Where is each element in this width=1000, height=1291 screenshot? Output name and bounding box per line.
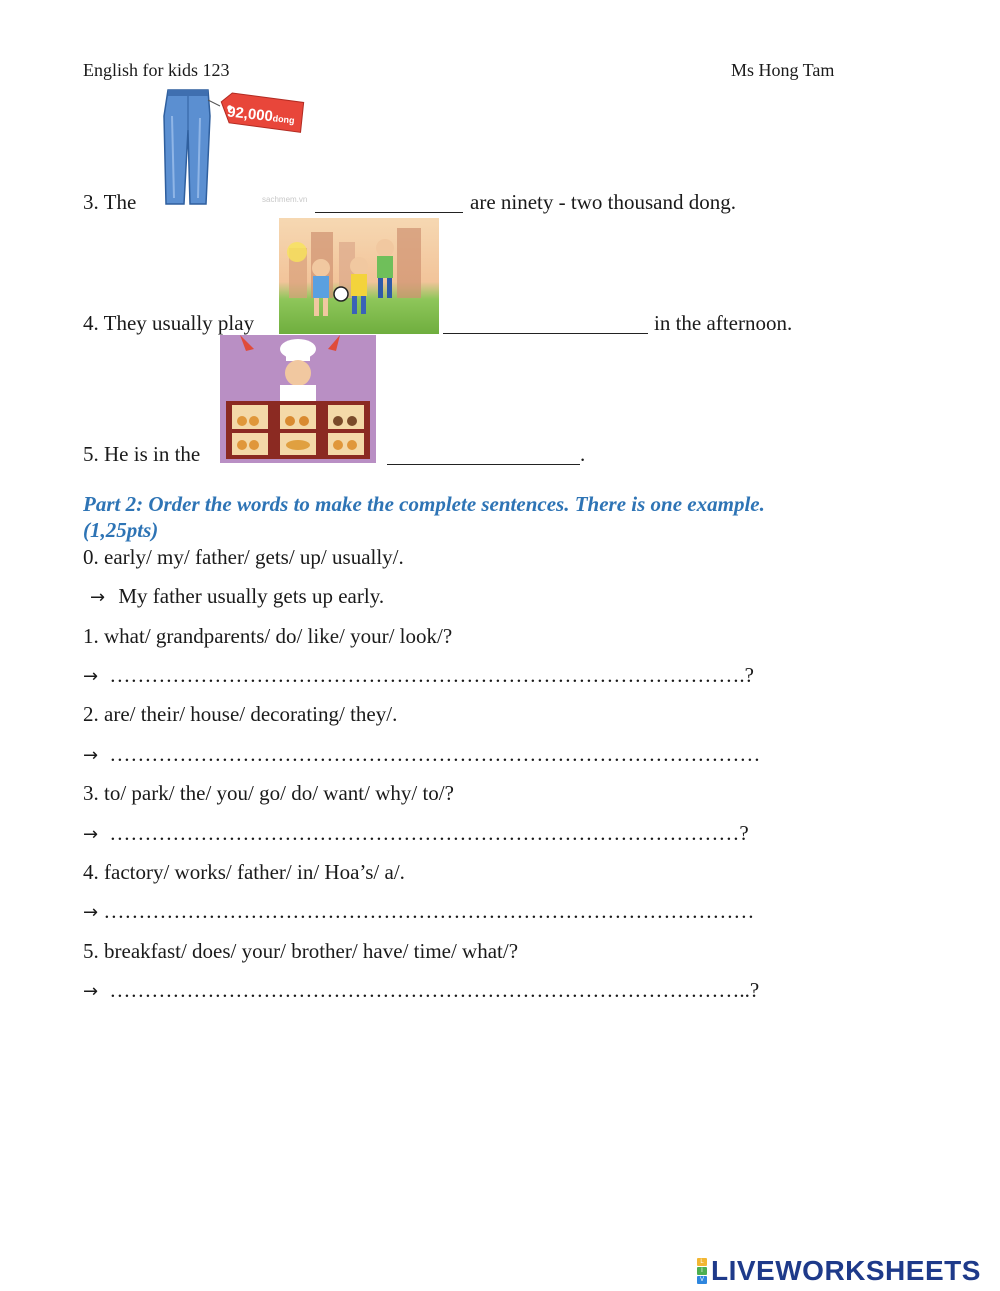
arrow-icon: → [83, 745, 99, 766]
question-4: 4. factory/ works/ father/ in/ Hoa’s/ a/. [83, 860, 405, 884]
q4-answer-blank[interactable] [443, 315, 648, 334]
logo-text: LIVEWORKSHEETS [711, 1255, 981, 1286]
header-right: Ms Hong Tam [731, 60, 835, 80]
q4-before: 4. They usually play [83, 311, 255, 335]
q3-before: 3. The [83, 190, 137, 214]
example-answer: My father usually gets up early. [118, 584, 385, 608]
header-left: English for kids 123 [83, 60, 230, 80]
question-2: 2. are/ their/ house/ decorating/ they/. [83, 702, 398, 726]
football-image [279, 218, 439, 334]
price-tag-amount: 92,000 [226, 103, 274, 126]
answer-4-field[interactable]: ………………………………………………………………………………… [103, 899, 755, 923]
q5-before: 5. He is in the [83, 442, 201, 466]
price-tag-unit: dong [272, 113, 296, 126]
answer-1-field[interactable]: ……………………………………………………………………………….? [109, 663, 754, 687]
question-5: 5. breakfast/ does/ your/ brother/ have/ time/ what/? [83, 939, 519, 963]
image-watermark: sachmem.vn [262, 195, 308, 204]
arrow-icon: → [83, 902, 99, 923]
q3-after: are ninety - two thousand dong. [470, 190, 736, 214]
bakery-image [220, 335, 376, 463]
question-1: 1. what/ grandparents/ do/ like/ your/ look/? [83, 624, 453, 648]
arrow-icon: → [83, 824, 99, 845]
liveworksheets-logo [697, 1254, 981, 1288]
arrow-icon: → [83, 981, 99, 1002]
answer-5-field[interactable]: ………………………………………………………………………………..? [109, 978, 760, 1002]
answer-2-field[interactable]: ………………………………………………………………………………… [109, 742, 761, 766]
example-question: 0. early/ my/ father/ gets/ up/ usually/. [83, 545, 404, 569]
arrow-icon: → [83, 666, 99, 687]
q5-answer-blank[interactable] [387, 446, 580, 465]
part2-points: (1,25pts) [83, 518, 159, 542]
q3-answer-blank[interactable] [315, 194, 463, 213]
q4-after: in the afternoon. [654, 311, 793, 335]
logo-cubes-icon: L I V [697, 1258, 707, 1284]
question-3: 3. to/ park/ the/ you/ go/ do/ want/ why/ to/? [83, 781, 454, 805]
part2-title: Part 2: Order the words to make the complete sentences. There is one example. [83, 492, 765, 516]
arrow-icon: → [90, 587, 106, 608]
answer-3-field[interactable]: ………………………………………………………………………………? [109, 821, 749, 845]
jeans-image [150, 86, 310, 208]
q5-after: . [580, 442, 586, 466]
